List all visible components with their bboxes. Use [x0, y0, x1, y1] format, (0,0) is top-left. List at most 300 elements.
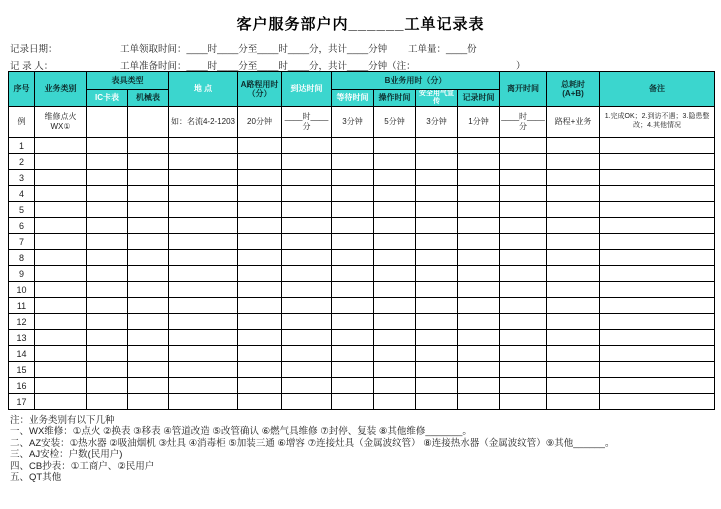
table-row — [9, 314, 715, 330]
row-number: 7 — [9, 234, 35, 250]
table-row — [9, 170, 715, 186]
empty-cell — [238, 266, 282, 282]
empty-cell — [600, 250, 715, 266]
empty-cell — [169, 378, 238, 394]
empty-cell — [332, 314, 374, 330]
empty-cell — [458, 330, 500, 346]
empty-cell — [416, 154, 458, 170]
row-number: 14 — [9, 346, 35, 362]
empty-cell — [600, 378, 715, 394]
example-location: 如：名流4-2-1203 — [169, 107, 238, 138]
table-row — [9, 186, 715, 202]
empty-cell — [500, 186, 547, 202]
total-time-line2: (A+B) — [562, 89, 584, 99]
notes-title: 注：业务类别有以下几种 — [10, 415, 115, 426]
empty-cell — [600, 170, 715, 186]
empty-cell — [374, 234, 416, 250]
empty-cell — [458, 154, 500, 170]
empty-cell — [128, 346, 169, 362]
empty-cell — [238, 330, 282, 346]
row-number: 10 — [9, 282, 35, 298]
empty-cell — [169, 346, 238, 362]
empty-cell — [87, 154, 128, 170]
empty-cell — [169, 394, 238, 410]
recorder-label: 记 录 人： — [10, 61, 54, 72]
empty-cell — [547, 202, 600, 218]
empty-cell — [500, 282, 547, 298]
order-count-label: 工单量：____份 — [408, 44, 477, 55]
example-category: 维修点火WX① — [35, 107, 87, 138]
empty-cell — [169, 202, 238, 218]
col-header-arrive-time: 到达时间 — [282, 72, 332, 107]
empty-cell — [128, 234, 169, 250]
empty-cell — [600, 394, 715, 410]
empty-cell — [600, 218, 715, 234]
empty-cell — [458, 138, 500, 154]
empty-cell — [35, 330, 87, 346]
empty-cell — [128, 250, 169, 266]
empty-cell — [416, 330, 458, 346]
empty-cell — [374, 282, 416, 298]
empty-cell — [282, 298, 332, 314]
empty-cell — [458, 234, 500, 250]
empty-cell — [500, 298, 547, 314]
empty-cell — [87, 218, 128, 234]
empty-cell — [87, 266, 128, 282]
empty-cell — [374, 298, 416, 314]
empty-cell — [600, 154, 715, 170]
empty-cell — [282, 218, 332, 234]
row-number: 1 — [9, 138, 35, 154]
empty-cell — [169, 186, 238, 202]
empty-cell — [282, 362, 332, 378]
empty-cell — [35, 346, 87, 362]
empty-cell — [35, 202, 87, 218]
empty-cell — [547, 346, 600, 362]
table-row — [9, 346, 715, 362]
table-row — [9, 266, 715, 282]
empty-cell — [87, 186, 128, 202]
empty-cell — [87, 234, 128, 250]
empty-cell — [169, 298, 238, 314]
empty-cell — [332, 138, 374, 154]
col-header-ic-meter: IC卡表 — [87, 90, 128, 107]
empty-cell — [547, 282, 600, 298]
empty-cell — [374, 202, 416, 218]
empty-cell — [500, 394, 547, 410]
empty-cell — [332, 218, 374, 234]
empty-cell — [169, 154, 238, 170]
empty-cell — [458, 186, 500, 202]
empty-cell — [238, 394, 282, 410]
col-header-record-time: 记录时间 — [458, 90, 500, 107]
empty-cell — [416, 378, 458, 394]
empty-cell — [458, 202, 500, 218]
empty-cell — [128, 266, 169, 282]
empty-cell — [332, 330, 374, 346]
empty-cell — [332, 170, 374, 186]
empty-cell — [374, 138, 416, 154]
table-row — [9, 298, 715, 314]
row-number: 17 — [9, 394, 35, 410]
table-row — [9, 282, 715, 298]
row-number: 13 — [9, 330, 35, 346]
empty-cell — [458, 170, 500, 186]
empty-cell — [374, 218, 416, 234]
empty-cell — [416, 314, 458, 330]
empty-cell — [547, 362, 600, 378]
empty-cell — [374, 186, 416, 202]
col-header-category: 业务类别 — [35, 72, 87, 107]
row-number: 15 — [9, 362, 35, 378]
empty-cell — [128, 378, 169, 394]
empty-cell — [500, 170, 547, 186]
empty-cell — [332, 154, 374, 170]
empty-cell — [458, 346, 500, 362]
empty-cell — [547, 378, 600, 394]
empty-cell — [547, 266, 600, 282]
empty-cell — [128, 362, 169, 378]
empty-cell — [238, 186, 282, 202]
empty-cell — [500, 154, 547, 170]
table-row — [9, 138, 715, 154]
empty-cell — [87, 170, 128, 186]
col-header-location: 地 点 — [169, 72, 238, 107]
empty-cell — [332, 186, 374, 202]
example-remark: 1.完成OK；2.到访不遇；3.隐患整改；4.其他情况 — [600, 107, 715, 138]
empty-cell — [282, 138, 332, 154]
empty-cell — [238, 346, 282, 362]
empty-cell — [169, 282, 238, 298]
example-arrive-time: ____时____分 — [282, 107, 332, 138]
empty-cell — [500, 346, 547, 362]
empty-cell — [416, 266, 458, 282]
note-line: 一、WX维修：①点火 ②换表 ③移表 ④管道改造 ⑤改管确认 ⑥燃气具维修 ⑦封停、复装 ⑧其他维修_______。 — [10, 426, 472, 438]
empty-cell — [416, 298, 458, 314]
example-leave-time: ____时____分 — [500, 107, 547, 138]
empty-cell — [35, 170, 87, 186]
empty-cell — [238, 234, 282, 250]
empty-cell — [169, 250, 238, 266]
empty-cell — [416, 394, 458, 410]
empty-cell — [600, 282, 715, 298]
example-row — [9, 107, 715, 138]
empty-cell — [374, 250, 416, 266]
row-number: 12 — [9, 314, 35, 330]
empty-cell — [547, 154, 600, 170]
empty-cell — [458, 250, 500, 266]
table-row — [9, 378, 715, 394]
empty-cell — [547, 298, 600, 314]
empty-cell — [238, 378, 282, 394]
empty-cell — [332, 250, 374, 266]
col-header-wait-time: 等待时间 — [332, 90, 374, 107]
table-row — [9, 330, 715, 346]
empty-cell — [416, 346, 458, 362]
empty-cell — [600, 298, 715, 314]
empty-cell — [332, 234, 374, 250]
empty-cell — [458, 266, 500, 282]
row-number: 2 — [9, 154, 35, 170]
example-ic-meter — [87, 107, 128, 138]
col-header-seq: 序号 — [9, 72, 35, 107]
col-header-op-time: 操作时间 — [374, 90, 416, 107]
empty-cell — [169, 330, 238, 346]
empty-cell — [282, 202, 332, 218]
row-number: 9 — [9, 266, 35, 282]
empty-cell — [128, 298, 169, 314]
empty-cell — [600, 266, 715, 282]
empty-cell — [500, 362, 547, 378]
empty-cell — [500, 330, 547, 346]
row-number: 16 — [9, 378, 35, 394]
empty-cell — [35, 266, 87, 282]
empty-cell — [282, 154, 332, 170]
empty-cell — [128, 218, 169, 234]
example-route-time: 20分钟 — [238, 107, 282, 138]
empty-cell — [374, 378, 416, 394]
empty-cell — [238, 170, 282, 186]
empty-cell — [87, 298, 128, 314]
empty-cell — [128, 282, 169, 298]
empty-cell — [282, 170, 332, 186]
empty-cell — [374, 266, 416, 282]
empty-cell — [169, 138, 238, 154]
col-header-b-time: B业务用时（分） — [332, 72, 500, 90]
example-wait-time: 3分钟 — [332, 107, 374, 138]
empty-cell — [374, 346, 416, 362]
record-date-label: 记录日期： — [10, 44, 58, 55]
empty-cell — [547, 170, 600, 186]
row-number: 11 — [9, 298, 35, 314]
empty-cell — [547, 394, 600, 410]
empty-cell — [87, 362, 128, 378]
note-line: 三、AJ安检：户数(民用户) — [10, 449, 123, 461]
empty-cell — [332, 362, 374, 378]
empty-cell — [35, 138, 87, 154]
empty-cell — [547, 186, 600, 202]
empty-cell — [282, 378, 332, 394]
empty-cell — [87, 314, 128, 330]
col-header-remark: 备注 — [600, 72, 715, 107]
empty-cell — [282, 330, 332, 346]
empty-cell — [238, 202, 282, 218]
empty-cell — [458, 394, 500, 410]
note-line: 五、QT其他 — [10, 472, 62, 484]
empty-cell — [374, 394, 416, 410]
empty-cell — [282, 250, 332, 266]
empty-cell — [87, 250, 128, 266]
empty-cell — [374, 154, 416, 170]
meta-line-1 — [0, 41, 721, 55]
empty-cell — [416, 202, 458, 218]
empty-cell — [87, 138, 128, 154]
empty-cell — [500, 266, 547, 282]
header-row-1 — [9, 72, 715, 90]
empty-cell — [332, 346, 374, 362]
empty-cell — [416, 234, 458, 250]
example-mech-meter — [128, 107, 169, 138]
empty-cell — [500, 202, 547, 218]
empty-cell — [500, 234, 547, 250]
empty-cell — [416, 282, 458, 298]
col-header-mech-meter: 机械表 — [128, 90, 169, 107]
empty-cell — [87, 202, 128, 218]
empty-cell — [600, 202, 715, 218]
row-number: 4 — [9, 186, 35, 202]
empty-cell — [35, 362, 87, 378]
empty-cell — [238, 362, 282, 378]
empty-cell — [128, 202, 169, 218]
empty-cell — [416, 138, 458, 154]
empty-cell — [282, 314, 332, 330]
empty-cell — [416, 170, 458, 186]
empty-cell — [35, 314, 87, 330]
empty-cell — [416, 250, 458, 266]
empty-cell — [87, 346, 128, 362]
receive-time-label: 工单领取时间：____时____分至____时____分，共计____分钟 — [120, 44, 388, 55]
empty-cell — [600, 346, 715, 362]
table-row — [9, 218, 715, 234]
empty-cell — [35, 282, 87, 298]
empty-cell — [35, 394, 87, 410]
empty-cell — [128, 330, 169, 346]
empty-cell — [128, 394, 169, 410]
empty-cell — [169, 314, 238, 330]
row-number: 5 — [9, 202, 35, 218]
table-row — [9, 234, 715, 250]
table-row — [9, 250, 715, 266]
empty-cell — [416, 186, 458, 202]
empty-cell — [500, 314, 547, 330]
empty-cell — [600, 330, 715, 346]
empty-cell — [600, 138, 715, 154]
empty-cell — [238, 314, 282, 330]
empty-cell — [416, 362, 458, 378]
row-number: 6 — [9, 218, 35, 234]
page-title: 客户服务部户内______工单记录表 — [236, 16, 485, 33]
empty-cell — [282, 234, 332, 250]
example-record-time: 1分钟 — [458, 107, 500, 138]
empty-cell — [282, 394, 332, 410]
empty-cell — [600, 362, 715, 378]
empty-cell — [500, 138, 547, 154]
empty-cell — [238, 282, 282, 298]
empty-cell — [416, 218, 458, 234]
empty-cell — [87, 330, 128, 346]
empty-cell — [87, 282, 128, 298]
table-row — [9, 394, 715, 410]
empty-cell — [500, 218, 547, 234]
empty-cell — [238, 298, 282, 314]
notes-section — [10, 415, 721, 483]
empty-cell — [169, 234, 238, 250]
row-number: 3 — [9, 170, 35, 186]
empty-cell — [35, 250, 87, 266]
empty-cell — [547, 330, 600, 346]
empty-cell — [35, 154, 87, 170]
empty-cell — [547, 234, 600, 250]
empty-cell — [332, 394, 374, 410]
table-row — [9, 154, 715, 170]
empty-cell — [374, 314, 416, 330]
empty-cell — [332, 282, 374, 298]
empty-cell — [458, 314, 500, 330]
prepare-close-paren: ） — [516, 61, 526, 72]
empty-cell — [374, 170, 416, 186]
empty-cell — [500, 250, 547, 266]
col-header-leave-time: 离开时间 — [500, 72, 547, 107]
empty-cell — [169, 266, 238, 282]
empty-cell — [238, 154, 282, 170]
meta-line-2 — [0, 58, 721, 72]
col-header-meter-type: 表具类型 — [87, 72, 169, 90]
table-row — [9, 202, 715, 218]
empty-cell — [35, 218, 87, 234]
empty-cell — [458, 298, 500, 314]
empty-cell — [547, 314, 600, 330]
empty-cell — [547, 138, 600, 154]
col-header-total-time — [547, 72, 600, 107]
empty-cell — [169, 362, 238, 378]
example-safety-promo: 3分钟 — [416, 107, 458, 138]
empty-cell — [458, 362, 500, 378]
table-row — [9, 362, 715, 378]
empty-cell — [332, 266, 374, 282]
col-header-safety-promo: 安全用气宣传 — [416, 90, 458, 107]
col-header-route-time: A路程用时（分） — [238, 72, 282, 107]
empty-cell — [238, 250, 282, 266]
empty-cell — [332, 378, 374, 394]
row-number: 8 — [9, 250, 35, 266]
empty-cell — [458, 378, 500, 394]
note-line: 四、CB抄表：①工商户、②民用户 — [10, 460, 155, 472]
empty-cell — [458, 282, 500, 298]
empty-cell — [128, 170, 169, 186]
empty-cell — [282, 346, 332, 362]
empty-cell — [238, 138, 282, 154]
empty-cell — [35, 378, 87, 394]
empty-cell — [374, 362, 416, 378]
empty-cell — [35, 234, 87, 250]
empty-cell — [169, 170, 238, 186]
empty-cell — [282, 186, 332, 202]
empty-cell — [600, 234, 715, 250]
empty-cell — [128, 138, 169, 154]
example-total-time: 路程+业务 — [547, 107, 600, 138]
empty-cell — [128, 314, 169, 330]
empty-cell — [332, 298, 374, 314]
table-body — [9, 107, 715, 410]
empty-cell — [547, 250, 600, 266]
empty-cell — [35, 186, 87, 202]
empty-cell — [500, 378, 547, 394]
total-time-line1: 总耗时 — [561, 79, 586, 89]
empty-cell — [87, 394, 128, 410]
note-line: 二、AZ安装：①热水器 ②吸油烟机 ③灶具 ④消毒柜 ⑤加装三通 ⑥增容 ⑦连接灶具（金属波纹管） ⑧连接热水器（金属波纹管）⑨其他______。 — [10, 437, 615, 449]
empty-cell — [374, 330, 416, 346]
empty-cell — [169, 218, 238, 234]
empty-cell — [547, 218, 600, 234]
empty-cell — [128, 186, 169, 202]
work-order-table — [8, 71, 715, 410]
example-op-time: 5分钟 — [374, 107, 416, 138]
empty-cell — [87, 378, 128, 394]
empty-cell — [600, 186, 715, 202]
example-seq: 例 — [9, 107, 35, 138]
empty-cell — [128, 154, 169, 170]
empty-cell — [238, 218, 282, 234]
